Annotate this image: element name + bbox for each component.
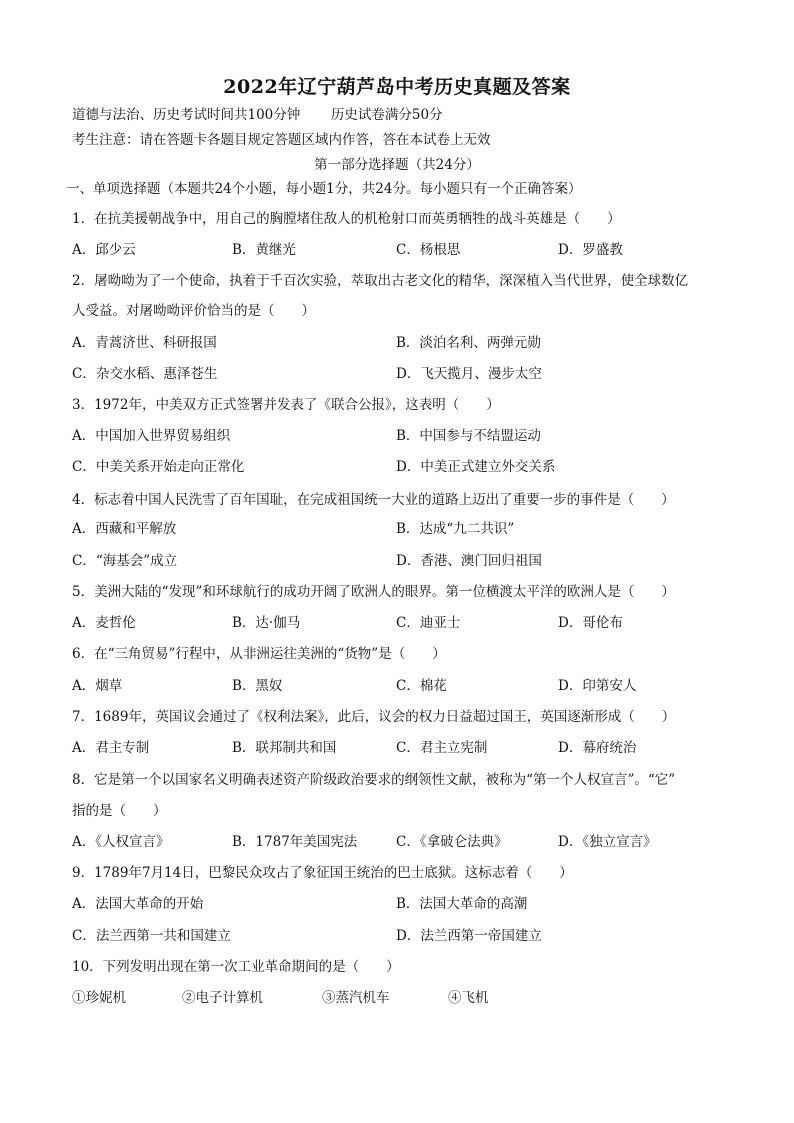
question-4-option-a: A．西藏和平解放 (72, 521, 177, 537)
page-title: 2022年辽宁葫芦岛中考历史真题及答案 (223, 76, 571, 98)
exam-info-line (72, 106, 443, 124)
question-7-stem: 7．1689年，英国议会通过了《权利法案》，此后，议会的权力日益超过国王，英国逐渐形成（ ） (72, 709, 676, 725)
question-8-option-d: D．《独立宣言》 (558, 834, 657, 850)
question-9-option-c: C．法兰西第一共和国建立 (72, 928, 231, 944)
question-1-option-d: D．罗盛教 (558, 242, 623, 258)
question-6-option-a: A．烟草 (72, 678, 123, 694)
question-4-option-c: C．“海基会”成立 (72, 553, 178, 569)
question-3-stem: 3．1972年，中美双方正式签署并发表了《联合公报》，这表明（ ） (72, 397, 500, 413)
section1-title: 一、单项选择题（本题共24个小题，每小题1分，共24分。每小题只有一个正确答案） (66, 181, 582, 197)
question-2-option-c: C．杂交水稻、惠泽苍生 (72, 366, 218, 382)
question-6-stem: 6．在“三角贸易”行程中，从非洲运往美洲的“货物”是（ ） (72, 646, 446, 662)
question-5-option-d: D．哥伦布 (558, 615, 623, 631)
question-9-option-d: D．法兰西第一帝国建立 (396, 928, 542, 944)
question-3-option-b: B．中国参与不结盟运动 (396, 428, 541, 444)
notice: 考生注意：请在答题卡各题目规定答题区域内作答，答在本试卷上无效 (72, 132, 491, 148)
question-2-stem: 2．屠呦呦为了一个使命，执着于千百次实验，萃取出古老文化的精华，深深植入当代世界，使全球数亿 (72, 273, 689, 289)
question-6-option-b: B．黑奴 (232, 678, 283, 694)
question-2-option-a: A．青蒿济世、科研报国 (72, 335, 217, 351)
question-1-option-a: A．邱少云 (72, 242, 136, 258)
question-8-option-c: C．《拿破仑法典》 (396, 834, 508, 850)
question-9-stem: 9．1789年7月14日，巴黎民众攻占了象征国王统治的巴士底狱。这标志着（ ） (72, 865, 573, 881)
question-1-option-c: C．杨根思 (396, 242, 461, 258)
question-10-item-3: ③蒸汽机车 (322, 990, 390, 1006)
question-7-option-a: A．君主专制 (72, 740, 150, 756)
question-10-item-1: ①珍妮机 (72, 990, 126, 1006)
exam-time: 道德与法治、历史考试时间共100分钟 (72, 107, 301, 123)
question-8-stem-cont: 指的是（ ） (72, 803, 167, 819)
question-5-option-c: C．迪亚士 (396, 615, 461, 631)
question-2-stem-cont: 人受益。对屠呦呦评价恰当的是（ ） (72, 303, 315, 319)
question-3-option-d: D．中美正式建立外交关系 (396, 459, 556, 475)
question-5-stem: 5．美洲大陆的“发现”和环球航行的成功开阔了欧洲人的眼界。第一位横渡太平洋的欧洲人是（ ） (72, 584, 675, 600)
question-8-stem: 8．它是第一个以国家名义明确表述资产阶级政治要求的纲领性文献，被称为“第一个人权宣言”。“它” (72, 772, 676, 788)
question-2-option-d: D．飞天揽月、漫步太空 (396, 366, 542, 382)
question-4-stem: 4．标志着中国人民洗雪了百年国耻，在完成祖国统一大业的道路上迈出了重要一步的事件是（ ） (72, 492, 675, 508)
question-3-option-a: A．中国加入世界贸易组织 (72, 428, 231, 444)
question-8-option-b: B．1787年美国宪法 (232, 834, 358, 850)
question-1-stem: 1．在抗美援朝战争中，用自己的胸膛堵住敌人的机枪射口而英勇牺牲的战斗英雄是（ ） (72, 211, 621, 227)
question-10-item-2: ②电子计算机 (182, 990, 263, 1006)
full-score: 历史试卷满分50分 (330, 107, 443, 123)
question-7-option-b: B．联邦制共和国 (232, 740, 337, 756)
question-9-option-a: A．法国大革命的开始 (72, 896, 204, 912)
question-5-option-a: A．麦哲伦 (72, 615, 136, 631)
question-1-option-b: B．黄继光 (232, 242, 296, 258)
part1-title: 第一部分选择题（共24分） (314, 157, 480, 173)
question-9-option-b: B．法国大革命的高潮 (396, 896, 528, 912)
question-10-item-4: ④飞机 (448, 990, 489, 1006)
question-4-option-b: B．达成“九二共识” (396, 521, 515, 537)
question-5-option-b: B．达·伽马 (232, 615, 301, 631)
question-4-option-d: D．香港、澳门回归祖国 (396, 553, 542, 569)
question-2-option-b: B．淡泊名利、两弹元勋 (396, 335, 541, 351)
question-10-stem: 10．下列发明出现在第一次工业革命期间的是（ ） (72, 959, 400, 975)
question-6-option-d: D．印第安人 (558, 678, 637, 694)
question-7-option-c: C．君主立宪制 (396, 740, 488, 756)
question-8-option-a: A．《人权宣言》 (72, 834, 170, 850)
question-3-option-c: C．中美关系开始走向正常化 (72, 459, 245, 475)
question-7-option-d: D．幕府统治 (558, 740, 637, 756)
question-6-option-c: C．棉花 (396, 678, 447, 694)
